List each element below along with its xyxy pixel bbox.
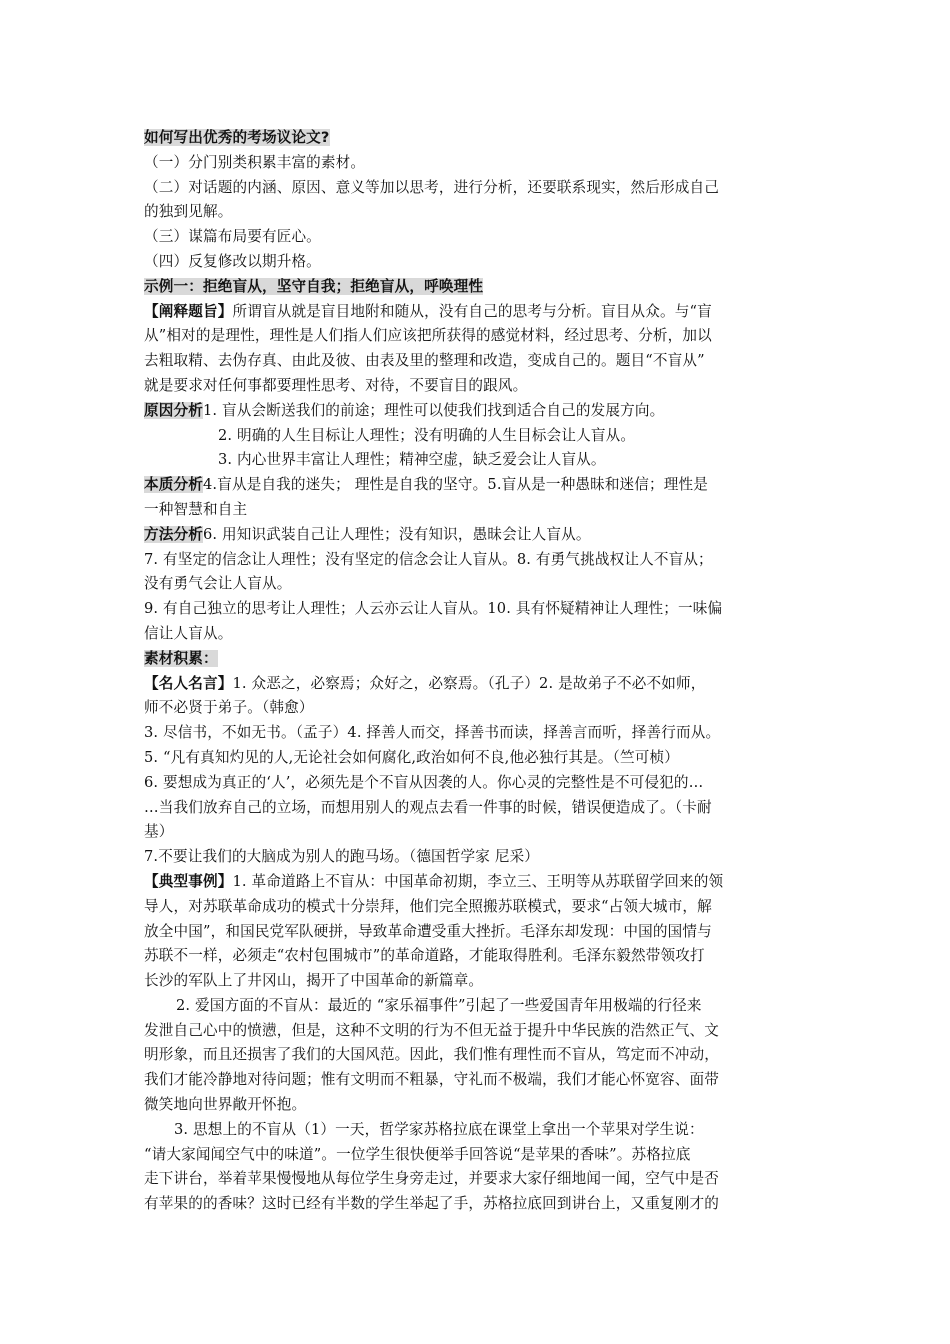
explain-line-1: 【阐释题旨】所谓盲从就是盲目地附和随从，没有自己的思考与分析。盲目从众。与“盲 — [144, 302, 712, 320]
reason-line-2: 2. 明确的人生目标让人理性；没有明确的人生目标会让人盲从。 — [218, 426, 636, 444]
material-heading: 素材积累： — [144, 649, 218, 667]
quote-line-2: 师不必贤于弟子。（韩愈） — [144, 699, 314, 717]
method-label: 方法分析 — [144, 525, 203, 543]
case2-line-2: 发泄自己心中的愤懑，但是，这种不文明的行为不但无益于提升中华民族的浩然正气、文 — [144, 1021, 720, 1039]
quote-line-5: 6. 要想成为真正的‘人’，必须先是个不盲从因袭的人。你心灵的完整性是不可侵犯的… — [144, 773, 704, 791]
reason-line-3: 3. 内心世界丰富让人理性；精神空虚，缺乏爱会让人盲从。 — [218, 451, 606, 469]
method-line-2: 7. 有坚定的信念让人理性；没有坚定的信念会让人盲从。8. 有勇气挑战权让人不盲从； — [144, 550, 713, 568]
step-3: （三）谋篇布局要有匠心。 — [144, 228, 321, 246]
case-line-5: 长沙的军队上了井冈山，揭开了中国革命的新篇章。 — [144, 972, 484, 990]
essence-label: 本质分析 — [144, 476, 203, 494]
method-line-5: 信让人盲从。 — [144, 624, 233, 642]
method-line-3: 没有勇气会让人盲从。 — [144, 575, 292, 593]
quote-line-1: 【名人名言】1. 众恶之，必察焉；众好之，必察焉。（孔子）2. 是故弟子不必不如师， — [144, 674, 706, 692]
reason-label: 原因分析 — [144, 401, 203, 419]
case3-line-3: 走下讲台，举着苹果慢慢地从每位学生身旁走过，并要求大家仔细地闻一闻，空气中是否 — [144, 1170, 720, 1188]
case3-line-1: 3. 思想上的不盲从（1）一天，哲学家苏格拉底在课堂上拿出一个苹果对学生说： — [174, 1120, 704, 1138]
step-4: （四）反复修改以期升格。 — [144, 252, 321, 270]
case2-line-3: 明形象，而且还损害了我们的大国风范。因此，我们惟有理性而不盲从，笃定而不冲动， — [144, 1046, 720, 1064]
explain-label: 【阐释题旨】 — [144, 302, 233, 320]
case-line-1: 【典型事例】1. 革命道路上不盲从：中国革命初期，李立三、王明等从苏联留学回来的领 — [144, 872, 724, 890]
case-line-3: 放全中国”，和国民党军队硬拼，导致革命遭受重大挫折。毛泽东却发现：中国的国情与 — [144, 922, 712, 940]
reason-line-1: 原因分析1. 盲从会断送我们的前途；理性可以使我们找到适合自己的发展方向。 — [144, 401, 665, 419]
essence-line-1: 本质分析4.盲从是自我的迷失； 理性是自我的坚守。5.盲从是一种愚昧和迷信；理性是 — [144, 476, 709, 494]
case2-line-4: 我们才能冷静地对待问题；惟有文明而不粗暴，守礼而不极端，我们才能心怀宽容、面带 — [144, 1071, 720, 1089]
explain-line-2: 从”相对的是理性，理性是人们指人们应该把所获得的感觉材料，经过思考、分析，加以 — [144, 327, 712, 345]
method-line-4: 9. 有自己独立的思考让人理性；人云亦云让人盲从。10. 具有怀疑精神让人理性；一味偏 — [144, 600, 723, 618]
explain-line-3: 去粗取精、去伪存真、由此及彼、由表及里的整理和改造，变成自己的。题目“不盲从” — [144, 352, 705, 370]
doc-title: 如何写出优秀的考场议论文? — [144, 129, 330, 146]
quote-line-4: 5. “凡有真知灼见的人,无论社会如何腐化,政治如何不良,他必独行其是。（竺可桢） — [144, 748, 679, 766]
document-page — [144, 126, 808, 1217]
essence-line-2: 一种智慧和自主 — [144, 500, 248, 518]
step-2: （二）对话题的内涵、原因、意义等加以思考，进行分析，还要联系现实，然后形成自己 — [144, 178, 720, 196]
quote-line-8: 7.不要让我们的大脑成为别人的跑马场。（德国哲学家 尼采） — [144, 848, 540, 866]
cases-label: 【典型事例】 — [144, 872, 233, 890]
quotes-label: 【名人名言】 — [144, 674, 233, 692]
quote-line-6: …当我们放弃自己的立场，而想用别人的观点去看一件事的时候，错误便造成了。（卡耐 — [144, 798, 712, 816]
case-line-4: 苏联不一样，必须走“农村包围城市”的革命道路，才能取得胜利。毛泽东毅然带领攻打 — [144, 947, 705, 965]
step-2-cont: 的独到见解。 — [144, 203, 233, 221]
quote-line-7: 基） — [144, 823, 174, 841]
case3-line-2: “请大家闻闻空气中的味道”。一位学生很快便举手回答说“是苹果的香味”。苏格拉底 — [144, 1145, 691, 1163]
case2-line-5: 微笑地向世界敞开怀抱。 — [144, 1096, 307, 1114]
method-line-1: 方法分析6. 用知识武装自己让人理性；没有知识，愚昧会让人盲从。 — [144, 525, 591, 543]
case-line-2: 导人，对苏联革命成功的模式十分崇拜，他们完全照搬苏联模式，要求“占领大城市，解 — [144, 897, 712, 915]
case3-line-4: 有苹果的的香味？这时已经有半数的学生举起了手，苏格拉底回到讲台上，又重复刚才的 — [144, 1195, 720, 1213]
example-heading: 示例一：拒绝盲从，坚守自我；拒绝盲从，呼唤理性 — [144, 277, 484, 295]
explain-line-4: 就是要求对任何事都要理性思考、对待，不要盲目的跟风。 — [144, 376, 528, 394]
case2-line-1: 2. 爱国方面的不盲从：最近的 “家乐福事件”引起了一些爱国青年用极端的行径来 — [176, 996, 702, 1014]
quote-line-3: 3. 尽信书，不如无书。（孟子）4. 择善人而交，择善书而读，择善言而听，择善行而从。 — [144, 724, 721, 742]
step-1: （一）分门别类积累丰富的素材。 — [144, 153, 366, 171]
